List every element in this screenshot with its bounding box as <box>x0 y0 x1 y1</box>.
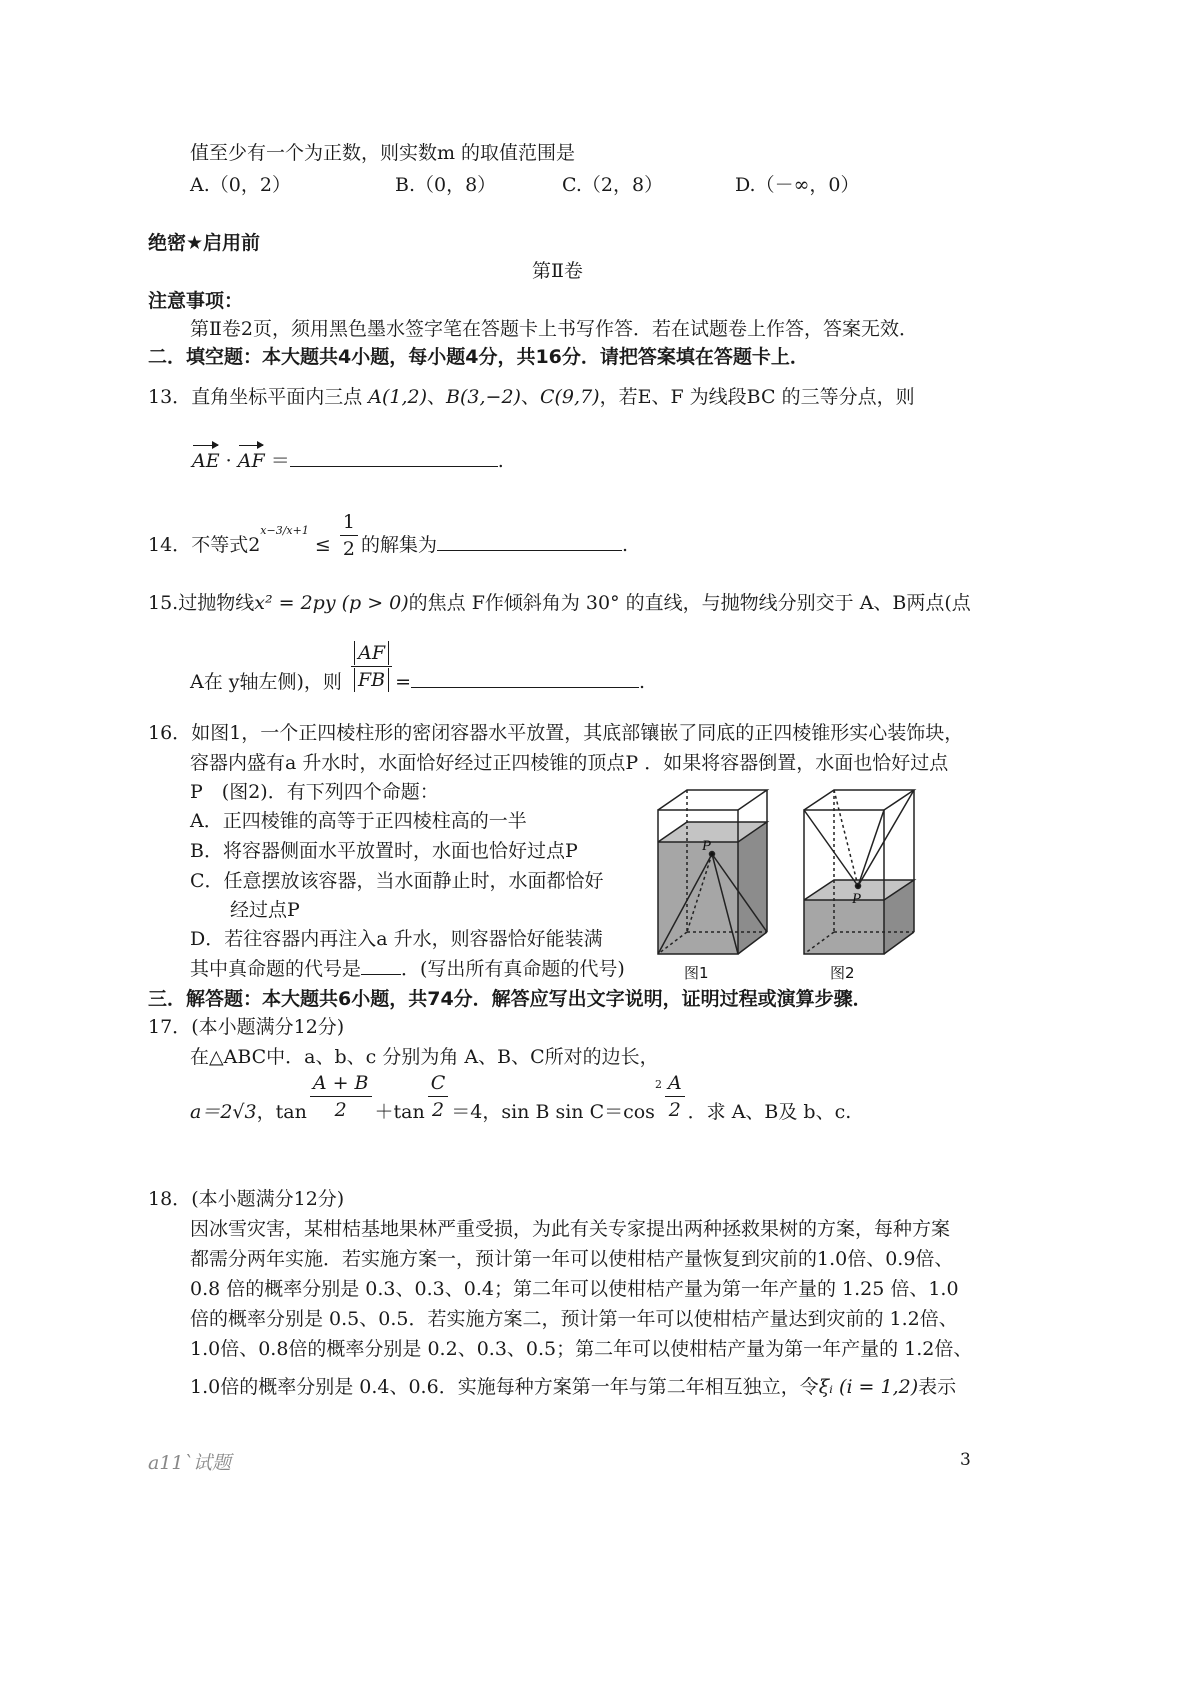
q18-line4: 倍的概率分别是 0.5、0.5．若实施方案二，预计第一年可以使柑桔产量达到灾前的 1.2倍、 <box>190 1308 958 1330</box>
q16-line1-text: 如图1，一个正四棱柱形的密闭容器水平放置，其底部镶嵌了同底的正四棱锥形实心装饰块， <box>191 722 964 744</box>
q16-prompt-a: 其中真命题的代号是 <box>190 958 362 980</box>
q13-line2 <box>192 446 504 473</box>
q15-frac-num: AF <box>351 640 392 667</box>
q18-line3: 0.8 倍的概率分别是 0.3、0.3、0.4；第二年可以使柑桔产量为第一年产量的 1.25 倍、1.0 <box>190 1278 959 1300</box>
q14-fraction <box>340 509 358 562</box>
q18-line2: 都需分两年实施．若实施方案一，预计第一年可以使柑桔产量恢复到灾前的1.0倍、0.9倍、 <box>190 1248 954 1270</box>
q18-line5: 1.0倍、0.8倍的概率分别是 0.2、0.3、0.5；第二年可以使柑桔产量为第一年产量的 1.2倍、 <box>190 1338 973 1360</box>
figure-2-caption: 图2 <box>830 964 855 982</box>
q13-point-b: B(3,−2) <box>446 386 521 408</box>
q16-line3: P (图2)．有下列四个命题： <box>190 781 439 803</box>
q18-xi: ξᵢ (i = 1,2) <box>818 1376 919 1398</box>
q18-number: 18． <box>148 1188 192 1210</box>
q12-option-c: C.（2，8） <box>562 174 664 196</box>
q13-number: 13． <box>148 386 192 408</box>
q16-answer-prompt <box>190 954 625 981</box>
q14-leq: ≤ <box>314 533 331 556</box>
q13-line1: 13．直角坐标平面内三点 A(1,2)、B(3,−2)、C(9,7)，若E、F 为线段BC 的三等分点，则 <box>148 386 915 408</box>
q17-header <box>148 1012 344 1039</box>
q16-option-b: B．将容器侧面水平放置时，水面也恰好过点P <box>190 840 578 862</box>
q15-line2 <box>190 640 645 704</box>
q17-ask: ．求 A、B及 b、c. <box>687 1100 852 1123</box>
section3-heading: 三．解答题：本大题共6小题，共74分．解答应写出文字说明，证明过程或演算步骤． <box>148 988 872 1010</box>
q16-option-c: C．任意摆放该容器，当水面静止时，水面都恰好 <box>190 870 604 892</box>
notice-heading: 注意事项： <box>148 290 244 312</box>
q13-answer-blank[interactable] <box>290 448 498 467</box>
q18-last-line: 1.0倍的概率分别是 0.4、0.6．实施每种方案第一年与第二年相互独立，令 <box>190 1376 819 1398</box>
q15-frac-den: FB <box>351 667 392 693</box>
q14-number: 14． <box>148 533 192 556</box>
q14-exponent: x−3/x+1 <box>260 523 309 537</box>
q16-line2: 容器内盛有a 升水时，水面恰好经过正四棱锥的顶点P ．如果将容器倒置，水面也恰好过点 <box>190 752 949 774</box>
q18-line1: 因冰雪灾害，某柑桔基地果林严重受损，为此有关专家提出两种拯救果树的方案，每种方案 <box>190 1218 951 1240</box>
q17-frac2: $\frac{C}{2}$ <box>428 1070 449 1123</box>
q12-option-a: A.（0，2） <box>190 174 291 196</box>
q18-last-tail: 表示 <box>918 1376 957 1398</box>
secret-mark: 绝密★启用前 <box>148 232 261 254</box>
q13-vector-ae: AE <box>192 450 220 472</box>
q16-option-a: A．正四棱锥的高等于正四棱柱高的一半 <box>190 810 527 832</box>
q13-point-a: A(1,2) <box>368 386 428 408</box>
q17-mid: ＝4，sin B sin C＝cos <box>451 1100 655 1123</box>
q16-option-c-cont: 经过点P <box>230 899 300 921</box>
q13-end: . <box>497 450 504 472</box>
q14-frac-num: 1 <box>340 509 358 536</box>
q17-tan1: ，tan <box>256 1100 307 1123</box>
notice-text: 第Ⅱ卷2页，须用黑色墨水签字笔在答题卡上书写作答．若在试题卷上作答，答案无效． <box>190 318 919 340</box>
section2-heading: 二．填空题：本大题共4小题，每小题4分，共16分．请把答案填在答题卡上． <box>148 346 809 368</box>
volume-title: 第Ⅱ卷 <box>532 260 583 282</box>
q15-lead: 过抛物线 <box>178 592 255 614</box>
q13-stem-b: ，若E、F 为线段BC 的三等分点，则 <box>599 386 915 408</box>
page-number: 3 <box>960 1450 971 1470</box>
q13-vector-af: AF <box>237 450 265 472</box>
q15-answer-blank[interactable] <box>411 669 639 688</box>
q12-stem-line: 值至少有一个为正数，则实数m 的取值范围是 <box>190 142 576 164</box>
q12-option-b: B.（0，8） <box>395 174 497 196</box>
q17-line1: 在△ABC中．a、b、c 分别为角 A、B、C所对的边长， <box>190 1046 659 1068</box>
figure-1 <box>658 790 767 954</box>
q16-number: 16． <box>148 722 192 744</box>
q14-lead: 不等式 <box>191 533 249 556</box>
q14-frac-den: 2 <box>342 538 355 560</box>
q15-line1 <box>148 588 971 615</box>
q14-answer-blank[interactable] <box>437 532 622 551</box>
q15-equation: x² = 2py (p > 0) <box>254 592 409 614</box>
q16-line1 <box>148 718 963 745</box>
figure-1-caption: 图1 <box>684 964 709 982</box>
q12-option-d: D.（－∞，0） <box>735 174 860 196</box>
q15-equals: = <box>395 670 412 693</box>
q14-tail: 的解集为 <box>360 533 437 556</box>
q17-number: 17． <box>148 1016 192 1038</box>
q17-a-value: a＝2√3 <box>190 1100 257 1123</box>
q16-prompt-b: ．(写出所有真命题的代号) <box>401 958 625 980</box>
q16-answer-blank[interactable] <box>361 956 401 975</box>
q17-frac3: $\frac{A}{2}$ <box>665 1070 685 1123</box>
q18-line6 <box>190 1372 956 1399</box>
q18-header <box>148 1184 344 1211</box>
figure-2 <box>804 790 914 954</box>
q17-line2 <box>190 1070 851 1134</box>
q17-tan2: ＋tan <box>374 1100 425 1123</box>
q15-line2-text: A在 y轴左侧)，则 <box>190 670 342 693</box>
q15-number: 15. <box>148 592 179 614</box>
q13-equals: ＝ <box>270 450 290 472</box>
q15-fraction <box>351 640 392 693</box>
q18-points: (本小题满分12分) <box>191 1188 345 1210</box>
q17-frac1: $\frac{A + B}{2}$ <box>310 1070 372 1123</box>
q13-point-c: C(9,7) <box>539 386 600 408</box>
q14-line <box>148 506 628 566</box>
figure-1-point-label: P <box>702 838 712 854</box>
q16-option-d: D．若往容器内再注入a 升水，则容器恰好能装满 <box>190 928 603 950</box>
q14-base: 2 <box>248 533 261 556</box>
q15-end: . <box>639 670 646 693</box>
figure-2-point-label: P <box>852 891 862 907</box>
footer-left-text: a11`试题 <box>148 1452 232 1474</box>
q13-dot: · <box>225 450 232 472</box>
q17-square: 2 <box>654 1077 662 1091</box>
q15-rest: 的焦点 F作倾斜角为 30° 的直线，与抛物线分别交于 A、B两点(点 <box>408 592 971 614</box>
q13-stem-a: 直角坐标平面内三点 <box>191 386 363 408</box>
q17-points: (本小题满分12分) <box>191 1016 345 1038</box>
q14-end: . <box>621 533 629 556</box>
q16-figure <box>652 782 957 982</box>
